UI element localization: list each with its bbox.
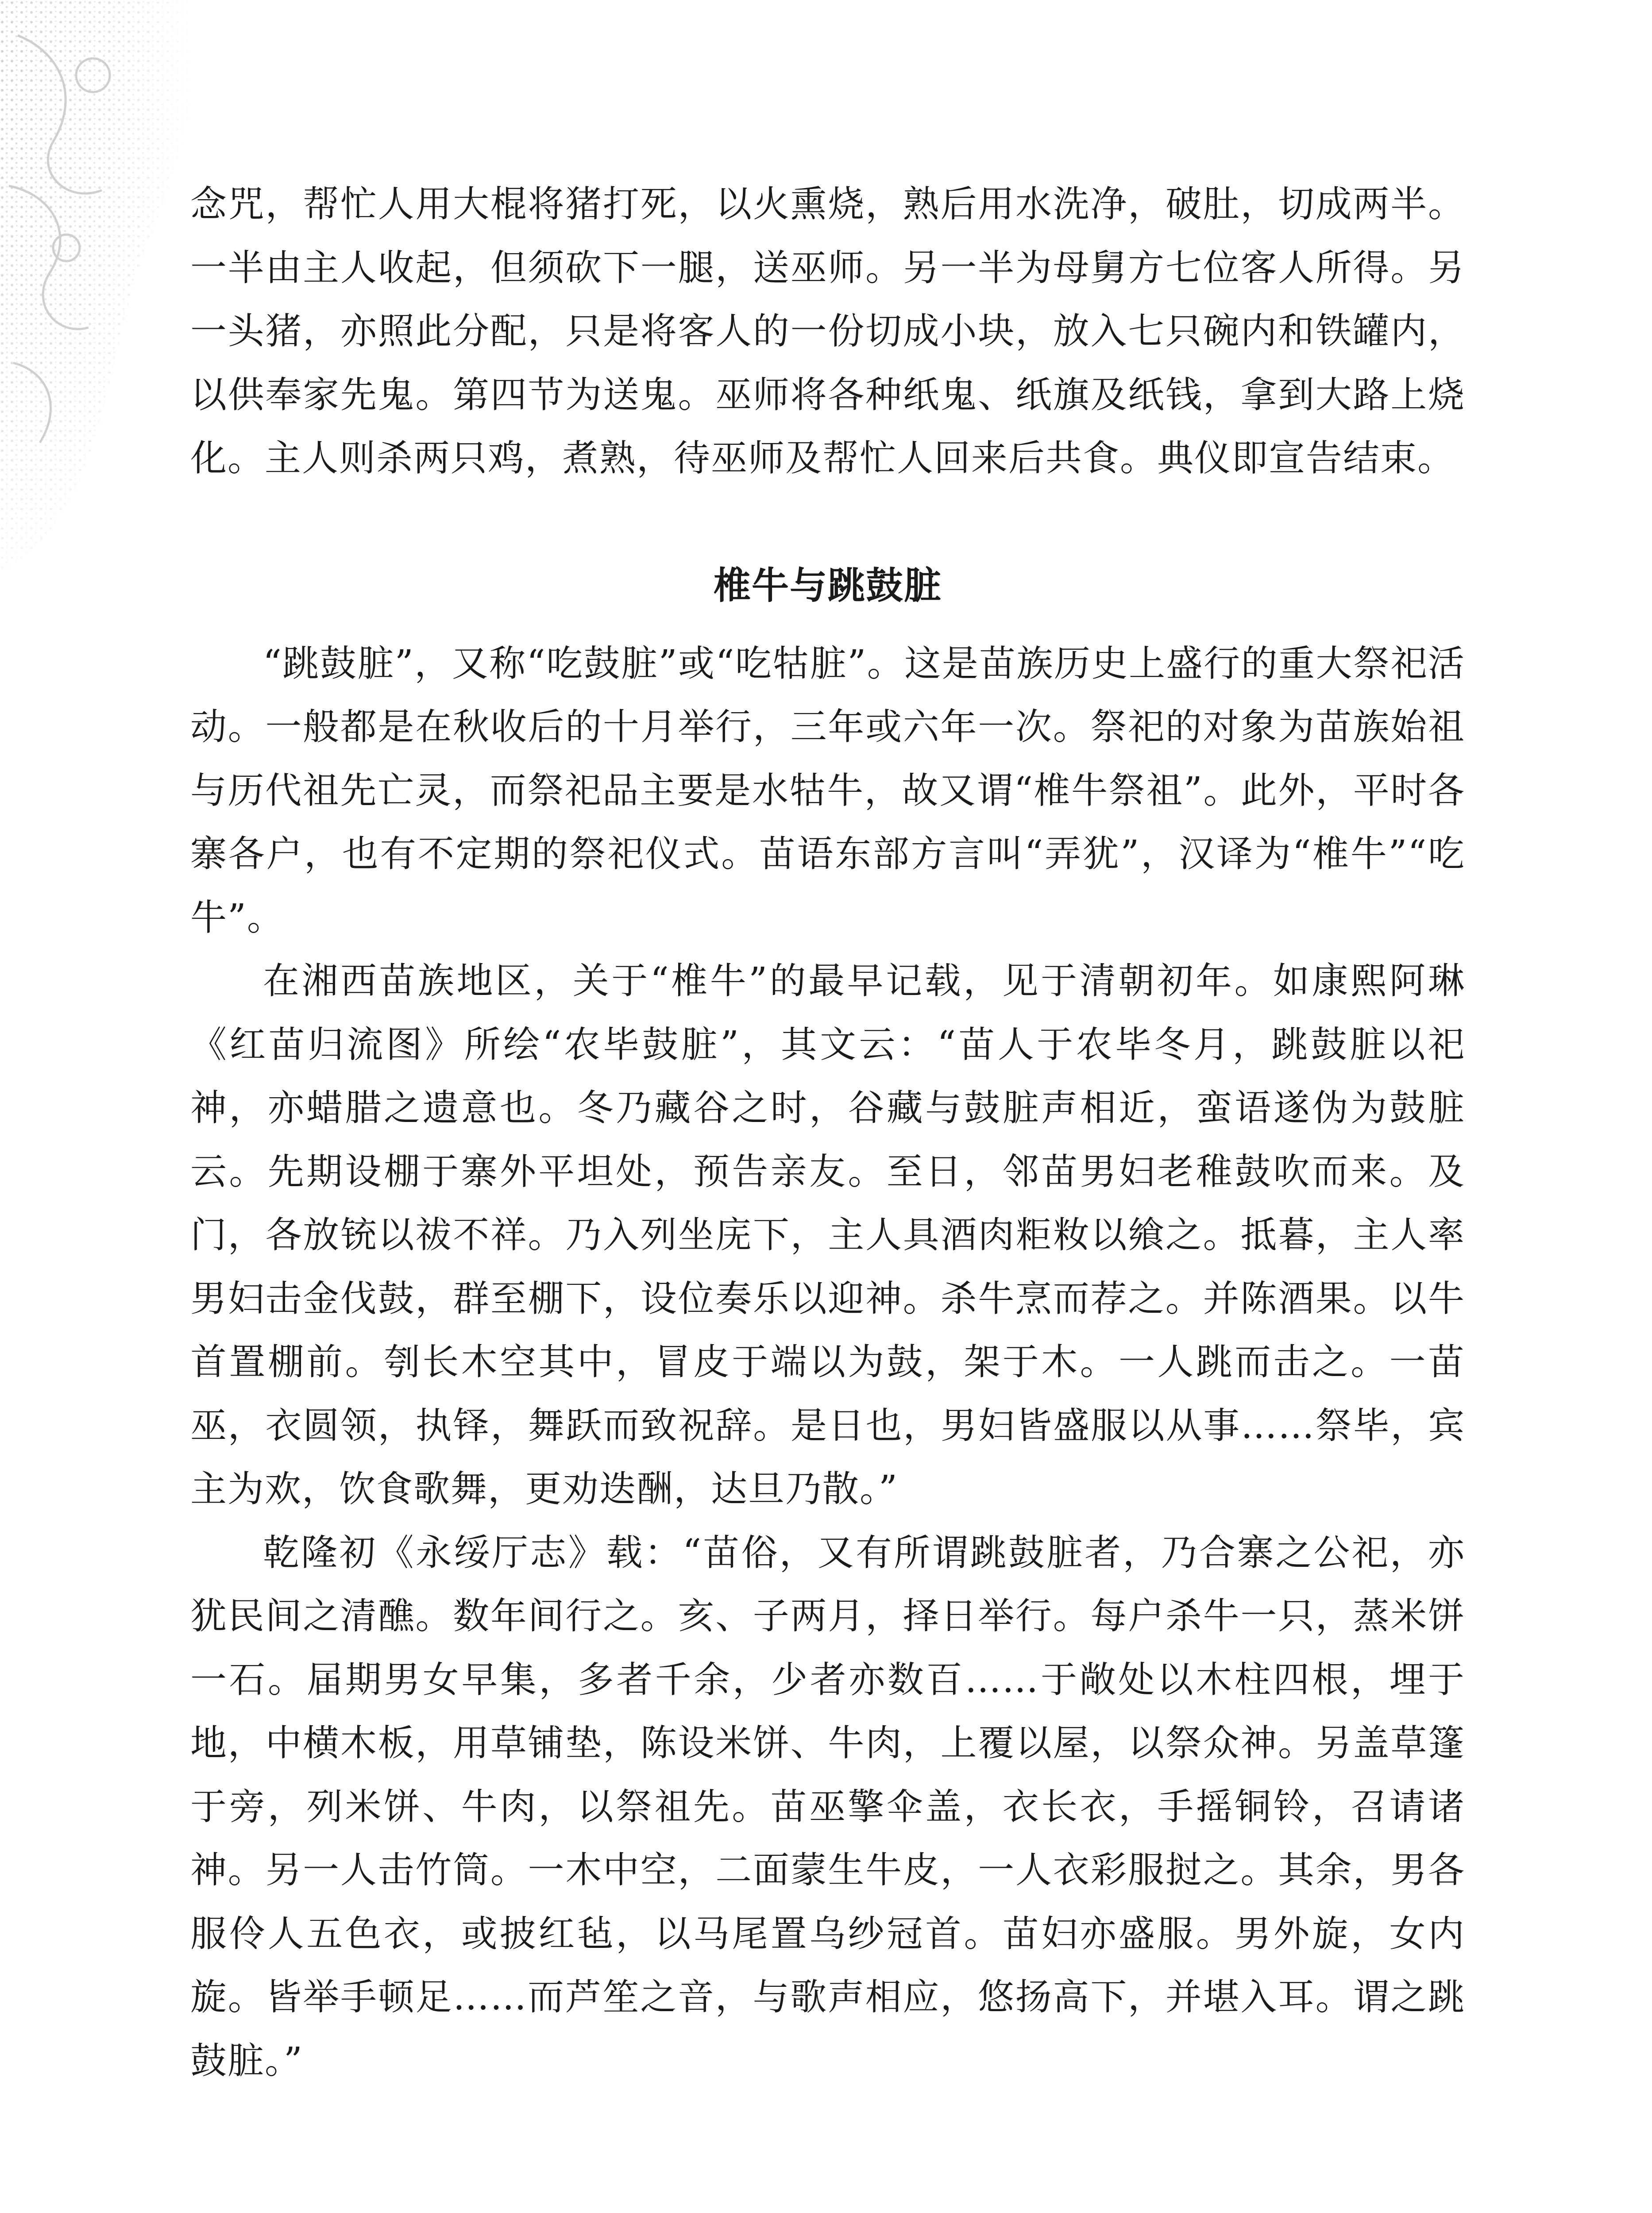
section-title: 椎牛与跳鼓脏 (713, 563, 942, 607)
paragraph-3: 在湘西苗族地区，关于“椎牛”的最早记载，见于清朝初年。如康熙阿琳《红苗归流图》所绘“农毕鼓脏”，其文云：“苗人于农毕冬月，跳鼓脏以祀神，亦蜡腊之遗意也。冬乃藏谷之时，谷藏与鼓脏声相近，蛮语遂伪为鼓脏云。先期设棚于寨外平坦处，预告亲友。至日，邻苗男妇老稚鼓吹而来。及门，各放铳以祓不祥。乃入列坐庑下，主人具酒肉粔籹以飨之。抵暮，主人率男妇击金伐鼓，群至棚下，设位奏乐以迎神。杀牛烹而荐之。并陈酒果。以牛首置棚前。刳长木空其中，冒皮于端以为鼓，架于木。一人跳而击之。一苗巫，衣圆领，执铎，舞跃而致祝辞。是日也，男妇皆盛服以从事……祭毕，宾主为欢，饮食歌舞，更劝迭酬，达旦乃散。” (190, 960, 1465, 1510)
paragraph-1: 念咒，帮忙人用大棍将猪打死，以火熏烧，熟后用水洗净，破肚，切成两半。一半由主人收起，但须砍下一腿，送巫师。另一半为母舅方七位客人所得。另一头猪，亦照此分配，只是将客人的一份切成小块，放入七只碗内和铁罐内，以供奉家先鬼。第四节为送鬼。巫师将各种纸鬼、纸旗及纸钱，拿到大路上烧化。主人则杀两只鸡，煮熟，待巫师及帮忙人回来后共食。典仪即宣告结束。 (190, 183, 1465, 479)
paragraph-4: 乾隆初《永绥厅志》载：“苗俗，又有所谓跳鼓脏者，乃合寨之公祀，亦犹民间之清醮。数年间行之。亥、子两月，择日举行。每户杀牛一只，蒸米饼一石。届期男女早集，多者千余，少者亦数百……于敞处以木柱四根，埋于地，中横木板，用草铺垫，陈设米饼、牛肉，上覆以屋，以祭众神。另盖草篷于旁，列米饼、牛肉，以祭祖先。苗巫擎伞盖，衣长衣，手摇铜铃，召请诸神。另一人击竹筒。一木中空，二面蒙生牛皮，一人衣彩服挝之。其余，男各服伶人五色衣，或披红毡，以马尾置乌纱冠首。苗妇亦盛服。男外旋，女内旋。皆举手顿足……而芦笙之音，与歌声相应，悠扬高下，并堪入耳。谓之跳鼓脏。” (190, 1531, 1465, 2082)
page-body (190, 173, 1465, 2093)
paragraph-2: “跳鼓脏”，又称“吃鼓脏”或“吃牯脏”。这是苗族历史上盛行的重大祭祀活动。一般都是在秋收后的十月举行，三年或六年一次。祭祀的对象为苗族始祖与历代祖先亡灵，而祭祀品主要是水牯牛，故又谓“椎牛祭祖”。此外，平时各寨各户，也有不定期的祭祀仪式。苗语东部方言叫“弄犹”，汉译为“椎牛”“吃牛”。 (190, 642, 1465, 939)
